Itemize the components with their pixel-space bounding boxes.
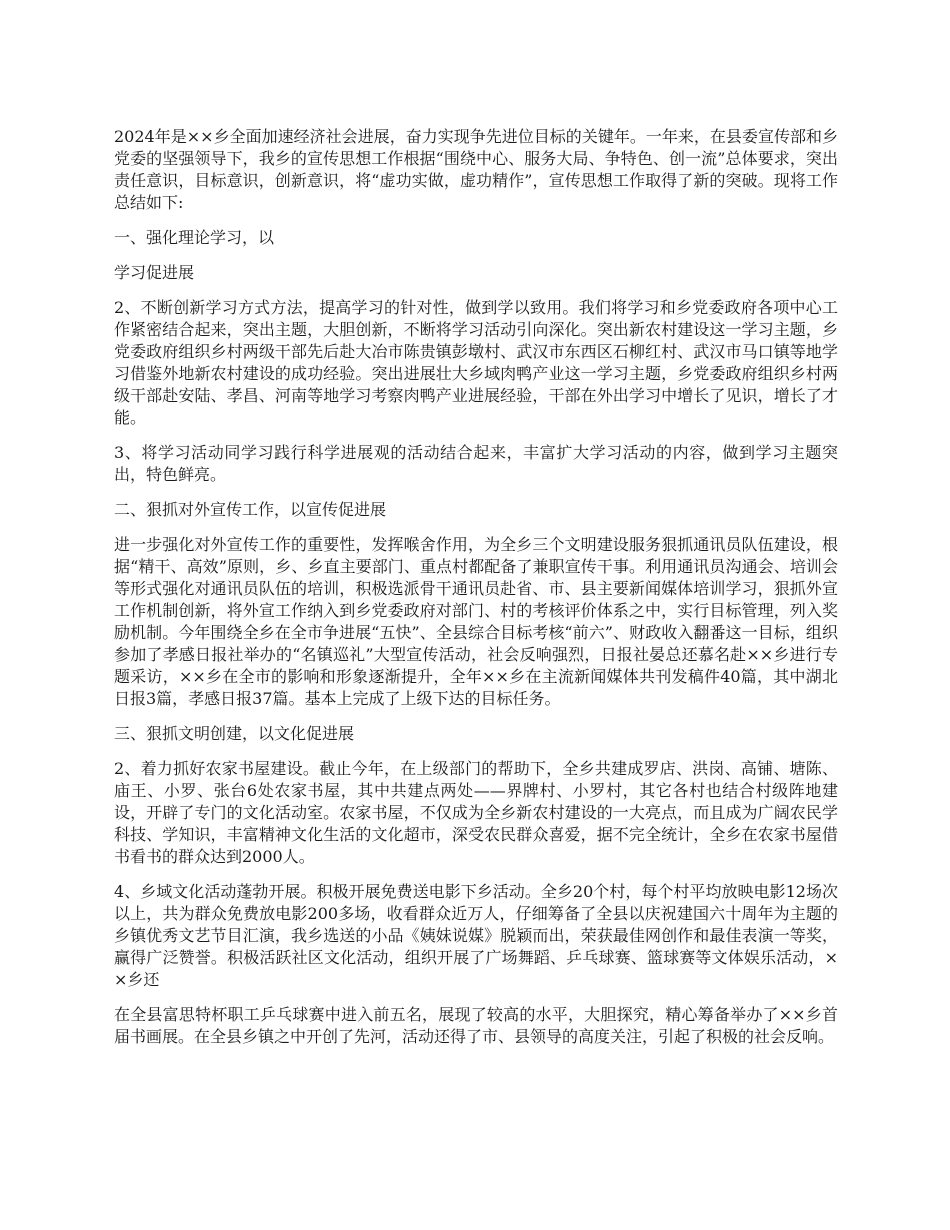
section-heading-2: 二、狠抓对外宣传工作，以宣传促进展 — [114, 500, 387, 519]
paragraph-external-publicity: 进一步强化对外宣传工作的重要性，发挥喉舍作用，为全乡三个文明建设服务狠抓通讯员队伍建设，根据“精干、高效”原则，乡、乡直主要部门、重点村都配备了兼职宣传干事。利用通讯员沟通会、培训会等形式强化对通讯员队伍的培训，积极选派骨干通讯员赴省、市、县主要新闻媒体培训学习，狠抓外宣工作机制创新，将外宣工作纳入到乡党委政府对部门、村的考核评价体系之中，实行目标管理，列入奖励机制。今年围绕全乡在全市争进展“五快”、全县综合目标考核“前六”、财政收入翻番这一目标，组织参加了孝感日报社举办的“名镇巡礼”大型宣传活动，社会反响强烈，日报社晏总还慕名赴××乡进行专题采访，××乡在全市的影响和形象逐渐提升，全年××乡在主流新闻媒体共刊发稿件40篇，其中湖北日报3篇，孝感日报37篇。基本上完成了上级下达的目标任务。 — [114, 535, 838, 708]
intro-paragraph: 2024年是××乡全面加速经济社会进展，奋力实现争先进位目标的关键年。一年来，在县委宣传部和乡党委的坚强领导下，我乡的宣传思想工作根据“围绕中心、服务大局、争特色、创一流”总体要求，突出责任意识，目标意识，创新意识，将“虚功实做，虚功精作”，宣传思想工作取得了新的突破。现将工作总结如下: — [114, 127, 838, 212]
section-heading-3: 三、狠抓文明创建，以文化促进展 — [114, 724, 355, 743]
paragraph-study-practice: 3、将学习活动同学习践行科学进展观的活动结合起来，丰富扩大学习活动的内容，做到学习主题突出，特色鲜亮。 — [114, 443, 838, 484]
paragraph-farm-library: 2、着力抓好农家书屋建设。截止今年，在上级部门的帮助下，全乡共建成罗店、洪岗、高铺、塘陈、庙王、小罗、张台6处农家书屋，其中共建点两处——界牌村、小罗村，其它各村也结合村级阵地建设，开辟了专门的文化活动室。农家书屋，不仅成为全乡新农村建设的一大亮点，而且成为广阔农民学科技、学知识，丰富精神文化生活的文化超市，深受农民群众喜爱，据不完全统计，全乡在农家书屋借书看书的群众达到2000人。 — [114, 759, 838, 866]
paragraph-closing: 在全县富思特杯职工乒乓球赛中进入前五名，展现了较高的水平，大胆探究，精心筹备举办了××乡首届书画展。在全县乡镇之中开创了先河，活动还得了市、县领导的高度关注，引起了积极的社会反响。 — [114, 1005, 838, 1046]
document-body — [114, 126, 838, 1061]
section-heading-1-part-2: 学习促进展 — [114, 263, 195, 282]
paragraph-study-methods: 2、不断创新学习方式方法，提高学习的针对性，做到学以致用。我们将学习和乡党委政府各项中心工作紧密结合起来，突出主题，大胆创新，不断将学习活动引向深化。突出新农村建设这一学习主题，乡党委政府组织乡村两级干部先后赴大冶市陈贵镇彭墩村、武汉市东西区石柳红村、武汉市马口镇等地学习借鉴外地新农村建设的成功经验。突出进展壮大乡域肉鸭产业这一学习主题，乡党委政府组织乡村两级干部赴安陆、孝昌、河南等地学习考察肉鸭产业进展经验，干部在外出学习中增长了见识，增长了才能。 — [114, 298, 838, 427]
section-heading-1-part-1: 一、强化理论学习，以 — [114, 228, 275, 247]
paragraph-culture-activities: 4、乡域文化活动蓬勃开展。积极开展免费送电影下乡活动。全乡20个村，每个村平均放映电影12场次以上，共为群众免费放电影200多场，收看群众近万人，仔细筹备了全县以庆祝建国六十周年为主题的乡镇优秀文艺节目汇演，我乡选送的小品《姨妹说媒》脱颖而出，荣获最佳网创作和最佳表演一等奖，赢得广泛赞誉。积极活跃社区文化活动，组织开展了广场舞蹈、乒乓球赛、篮球赛等文体娱乐活动，××乡还 — [114, 882, 838, 989]
